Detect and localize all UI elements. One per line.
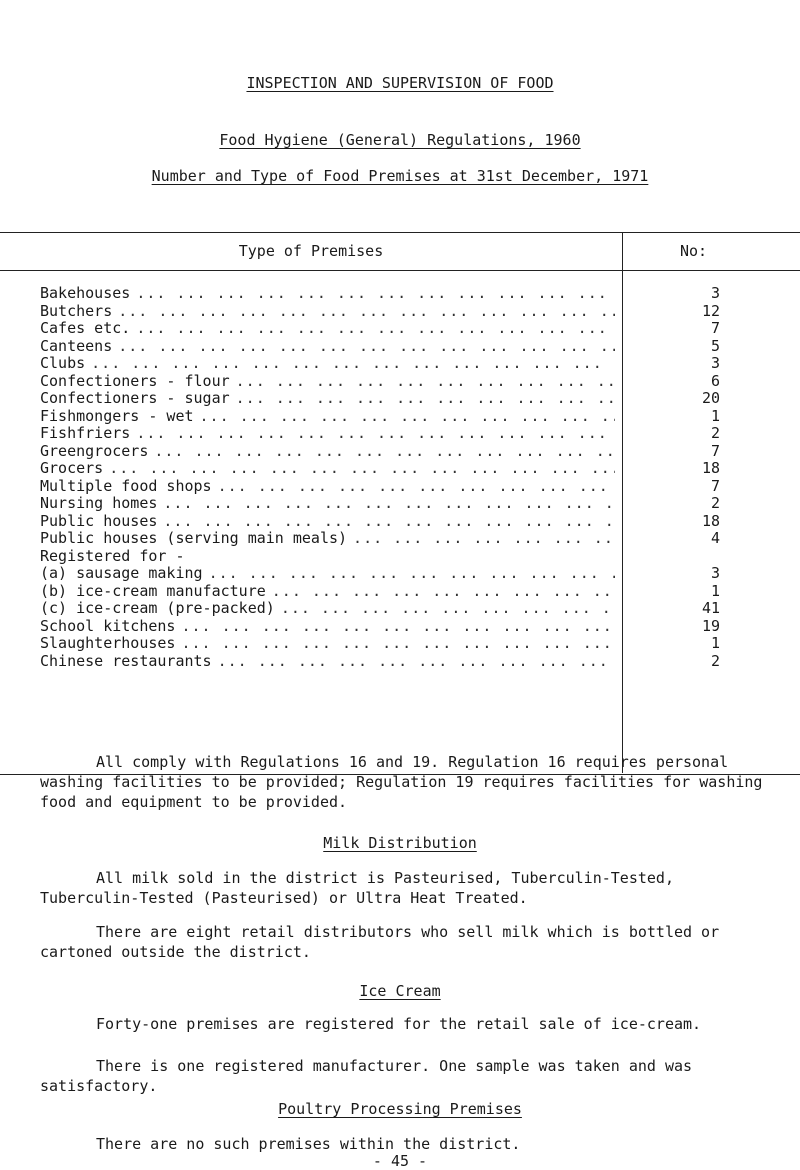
leader-dots <box>109 460 615 478</box>
table-row <box>40 653 615 671</box>
table-row <box>40 303 615 321</box>
leader-dots <box>136 320 615 338</box>
leader-dots <box>118 303 615 321</box>
leader-dots <box>163 495 615 513</box>
premises-type: Grocers <box>40 460 104 477</box>
table-row <box>40 425 615 443</box>
premises-count: 18 <box>701 459 720 477</box>
premises-type-list <box>40 285 615 670</box>
premises-type: (b) ice-cream manufacture <box>40 582 266 600</box>
premises-count: 2 <box>710 651 720 670</box>
premises-type: School kitchens <box>40 617 176 635</box>
table-row <box>40 320 615 338</box>
column-divider <box>622 232 623 773</box>
table-row <box>40 338 615 356</box>
premises-type: Public houses (serving main meals) <box>40 530 348 547</box>
leader-dots <box>91 355 615 373</box>
table-row <box>40 495 615 513</box>
premises-count <box>640 548 720 566</box>
leader-dots <box>163 513 615 531</box>
milk-paragraph-1: All milk sold in the district is Pasteurised, Tuberculin-Tested, Tuberculin-Tested (Pasteurised) or Ultra Heat Treated. <box>40 869 683 907</box>
premises-type: Slaughterhouses <box>40 635 176 652</box>
premises-count: 6 <box>710 371 720 390</box>
bottom-block <box>0 1056 800 1168</box>
premises-type: Nursing homes <box>40 495 158 512</box>
poultry-paragraph: There are no such premises within the district. <box>96 1135 521 1153</box>
table-row <box>40 285 615 303</box>
premises-count: 1 <box>710 406 720 425</box>
leader-dots <box>181 618 615 636</box>
premises-type: (c) ice-cream (pre-packed) <box>40 600 275 617</box>
premises-type: Fishfriers <box>40 425 131 442</box>
premises-count: 2 <box>710 494 720 512</box>
premises-count: 3 <box>710 354 720 372</box>
leader-dots <box>218 653 615 671</box>
premises-type: Registered for - <box>40 547 185 565</box>
premises-type: Butchers <box>40 302 113 320</box>
premises-count: 2 <box>710 424 720 442</box>
premises-count: 7 <box>710 441 720 460</box>
milk-paragraph-2: There are eight retail distributors who sell milk which is bottled or cartoned outside the district. <box>40 923 729 961</box>
table-row <box>40 408 615 426</box>
leader-dots <box>200 408 615 426</box>
table-row <box>40 355 615 373</box>
table-row <box>40 530 615 548</box>
premises-count: 1 <box>710 634 720 652</box>
column-header-type: Type of Premises <box>238 242 384 260</box>
premises-count: 20 <box>701 389 720 407</box>
premises-type: Confectioners - sugar <box>40 390 230 407</box>
premises-count: 4 <box>710 529 720 547</box>
leader-dots <box>118 338 615 356</box>
leader-dots <box>272 583 615 601</box>
premises-type: Clubs <box>40 355 86 372</box>
table-row <box>40 390 615 408</box>
premises-count: 7 <box>710 476 720 495</box>
ice-cream-paragraph-2b: There is one registered manufacturer. One sample was taken and was satisfactory. <box>40 1057 702 1095</box>
leader-dots <box>136 285 615 303</box>
premises-count: 41 <box>701 599 720 617</box>
premises-type: (a) sausage making <box>40 565 203 582</box>
premises-count: 12 <box>701 301 720 320</box>
table-row <box>40 600 615 618</box>
leader-dots <box>236 390 615 408</box>
premises-count: 3 <box>710 564 720 582</box>
leader-dots <box>154 443 615 461</box>
leader-dots <box>191 548 616 566</box>
premises-count: 5 <box>710 336 720 355</box>
table-row <box>40 635 615 653</box>
table-row <box>40 513 615 531</box>
milk-heading: Milk Distribution <box>323 834 477 852</box>
premises-type: Fishmongers - wet <box>40 407 194 425</box>
table-row <box>40 373 615 391</box>
leader-dots <box>281 600 615 618</box>
premises-count: 1 <box>710 581 720 600</box>
column-header-number: No: <box>680 242 708 260</box>
leader-dots <box>218 478 615 496</box>
page-number: - 45 - <box>372 1152 428 1170</box>
premises-count-list <box>640 285 720 670</box>
leader-dots <box>181 635 615 653</box>
premises-count: 18 <box>701 511 720 530</box>
premises-type: Canteens <box>40 337 113 355</box>
premises-type: Cafes etc. <box>40 320 131 337</box>
table-row <box>40 460 615 478</box>
header-divider <box>0 270 800 271</box>
table-row <box>40 443 615 461</box>
table-row <box>40 565 615 583</box>
table-subtitle: Number and Type of Food Premises at 31st December, 1971 <box>151 167 649 185</box>
premises-type: Public houses <box>40 512 158 530</box>
ice-cream-heading: Ice Cream <box>359 982 441 1000</box>
table-row <box>40 618 615 636</box>
leader-dots <box>136 425 615 443</box>
premises-type: Multiple food shops <box>40 477 212 495</box>
premises-type: Greengrocers <box>40 442 149 460</box>
premises-type: Chinese restaurants <box>40 652 212 670</box>
regulation-heading: Food Hygiene (General) Regulations, 1960 <box>219 131 581 149</box>
ice-cream-paragraph-1: Forty-one premises are registered for the retail sale of ice-cream. <box>96 1015 702 1033</box>
premises-count: 3 <box>710 284 720 302</box>
table-row <box>40 583 615 601</box>
compliance-paragraph: All comply with Regulations 16 and 19. Regulation 16 requires personal washing facilities to be provided; Regulation 19 requires facilities for washing food and equipment to be provided. <box>40 753 772 811</box>
premises-count: 19 <box>701 616 720 635</box>
premises-type: Bakehouses <box>40 285 131 302</box>
poultry-heading: Poultry Processing Premises <box>278 1100 522 1118</box>
table-row <box>40 548 615 566</box>
page-title: INSPECTION AND SUPERVISION OF FOOD <box>246 74 554 92</box>
table-row <box>40 478 615 496</box>
premises-count: 7 <box>710 319 720 337</box>
leader-dots <box>353 530 615 548</box>
leader-dots <box>209 565 615 583</box>
leader-dots <box>236 373 615 391</box>
premises-type: Confectioners - flour <box>40 372 230 390</box>
